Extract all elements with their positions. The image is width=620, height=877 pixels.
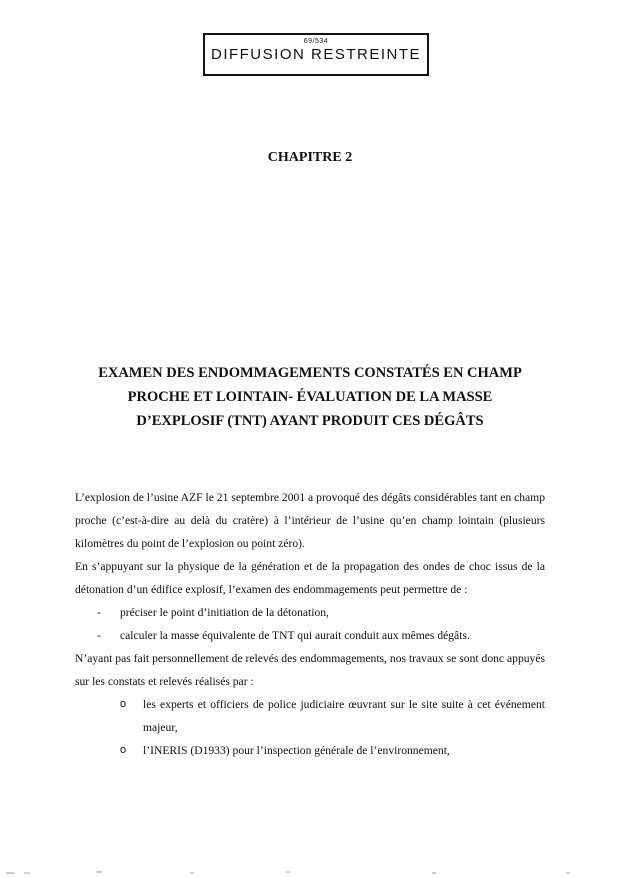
- circle-bullet: o: [120, 698, 127, 710]
- circle-list: [75, 693, 545, 762]
- paragraph-2: En s’appuyant sur la physique de la génération et de la propagation des ondes de choc issus de la détonation d’un édifice explosif, l’examen des endommagements peut permettre de :: [75, 560, 545, 596]
- list-item-text: calculer la masse équivalente de TNT qui aurait conduit aux mêmes dégâts.: [120, 629, 470, 642]
- page-number: 69/534: [303, 38, 329, 45]
- paragraph-3: N’ayant pas fait personnellement de relevés des endommagements, nos travaux se sont donc appuyés sur les constats et relevés réalisés par :: [75, 652, 545, 688]
- distribution-label: DIFFUSION RESTREINTE: [210, 46, 421, 63]
- scan-edge-marks: [0, 868, 620, 877]
- list-item: [75, 601, 545, 624]
- list-item: [75, 693, 545, 739]
- title-line-3: D’EXPLOSIF (TNT) AYANT PRODUIT CES DÉGÂTS: [136, 413, 484, 429]
- list-item: [75, 739, 545, 762]
- dash-list: [75, 601, 545, 647]
- list-item: [75, 624, 545, 647]
- title-line-2: PROCHE ET LOINTAIN- ÉVALUATION DE LA MASSE: [127, 389, 493, 405]
- list-item-text: les experts et officiers de police judiciaire œuvrant sur le site suite à cet événement majeur,: [143, 698, 545, 734]
- dash-bullet: -: [97, 606, 101, 619]
- chapter-heading: CHAPITRE 2: [267, 150, 353, 165]
- section-title: [80, 361, 540, 433]
- dash-bullet: -: [97, 629, 101, 642]
- list-item-text: l’INERIS (D1933) pour l’inspection générale de l’environnement,: [143, 744, 450, 757]
- paragraph-1: L’explosion de l’usine AZF le 21 septembre 2001 a provoqué des dégâts considérables tant en champ proche (c’est-à-dire au delà du cratère) à l’intérieur de l’usine qu’en champ lointain (plusieurs kilomètres du point de l’explosion ou point zéro).: [75, 491, 545, 550]
- title-line-1: EXAMEN DES ENDOMMAGEMENTS CONSTATÉS EN CHAMP: [98, 365, 522, 381]
- circle-bullet: o: [120, 744, 127, 756]
- distribution-stamp: [203, 33, 429, 76]
- body-text: [75, 486, 545, 762]
- list-item-text: préciser le point d’initiation de la détonation,: [120, 606, 329, 619]
